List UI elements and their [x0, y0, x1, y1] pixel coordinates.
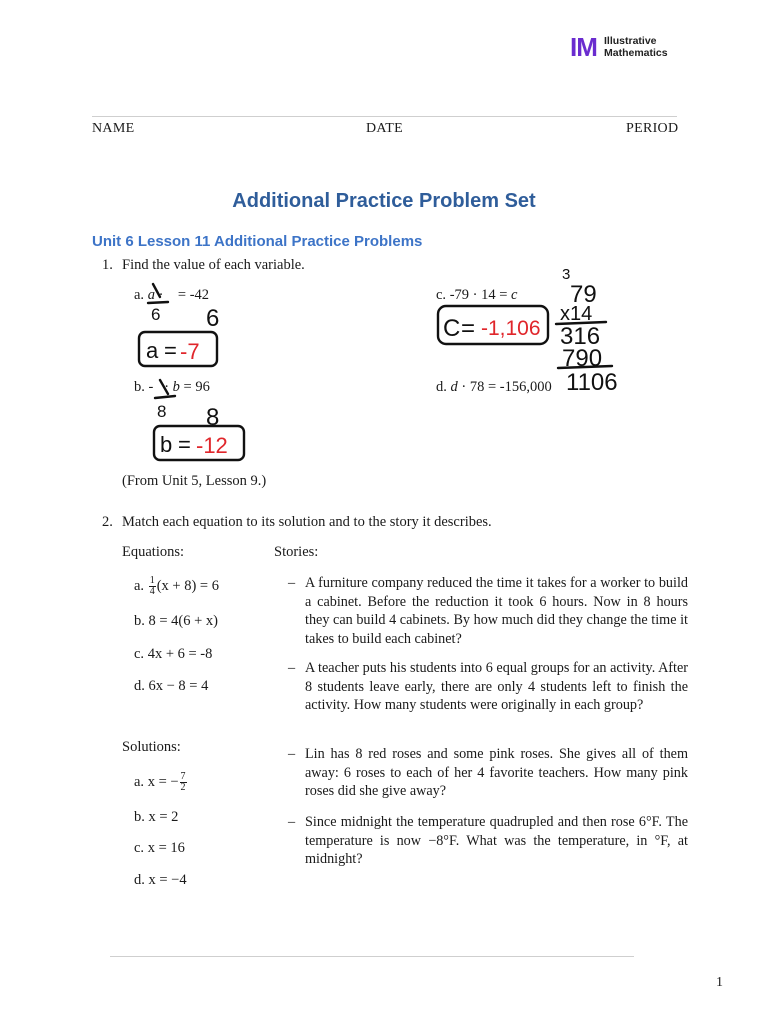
- handwriting-1b-answer: -12: [196, 433, 228, 458]
- equation-d-body: 6x − 8 = 4: [148, 678, 209, 694]
- equation-a-fraction: [149, 576, 156, 597]
- story-1: [288, 574, 688, 648]
- problem-1a-label: a.: [134, 287, 145, 303]
- equation-d-label: d.: [134, 678, 145, 694]
- handwriting-1c-carry: 3: [562, 266, 571, 283]
- im-logo-mark: IM: [570, 32, 597, 62]
- equation-a-numerator: 1: [149, 575, 155, 586]
- handwriting-1b-equals: =: [178, 432, 191, 457]
- problem-1c: [436, 286, 517, 305]
- handwriting-1a-equals: =: [164, 338, 177, 363]
- equation-d: [134, 677, 208, 696]
- story-2: [288, 659, 688, 715]
- equation-b-body: 8 = 4(6 + x): [148, 613, 219, 629]
- solution-b: [134, 808, 178, 827]
- footer-rule: [110, 956, 634, 957]
- solution-d: [134, 871, 187, 890]
- stories-heading: Stories:: [274, 544, 319, 560]
- handwriting-1c-line-2: x14: [560, 303, 593, 325]
- problem-1c-var: c: [511, 287, 518, 303]
- logo-line-2: Mathematics: [604, 47, 668, 59]
- solution-a-label: a.: [134, 773, 145, 790]
- problem-1a: a. a · = -42: [134, 287, 210, 303]
- solution-a-numerator: 7: [180, 771, 186, 782]
- page-number: 1: [716, 975, 723, 990]
- problem-1a-var: a: [147, 287, 155, 303]
- illustrative-mathematics-logo: [570, 32, 680, 66]
- solution-d-label: d.: [134, 872, 145, 888]
- equation-c: [134, 645, 212, 664]
- story-3-bullet: –: [288, 746, 296, 762]
- problem-1c-label: c.: [436, 287, 447, 303]
- solutions-heading: Solutions:: [122, 739, 181, 755]
- story-3: [288, 745, 688, 801]
- handwriting-1c-line-4: 790: [562, 345, 603, 372]
- handwriting-1a-divisor-right: 6: [206, 305, 220, 332]
- story-4-bullet: –: [288, 814, 296, 830]
- solution-c: [134, 839, 185, 858]
- problem-1b-equation: = 96: [179, 379, 210, 395]
- problem-1b-label: b.: [134, 379, 145, 395]
- handwriting-1a-divisor-left: 6: [151, 305, 161, 324]
- equation-b-label: b.: [134, 613, 145, 629]
- equation-a: [134, 576, 219, 597]
- header-rule-top: [92, 116, 677, 117]
- story-2-text: A teacher puts his students into 6 equal groups for an activity. After 8 students leave early, there are only 4 students left to finish the activity. How many students were originally in each group?: [305, 660, 688, 713]
- equation-a-denominator: 4: [149, 586, 155, 597]
- problem-1d-var: d: [450, 379, 458, 395]
- handwriting-1b-var: b: [160, 432, 173, 457]
- equation-a-body: (x + 8) = 6: [156, 577, 219, 594]
- handwriting-1b-divisor-right: 8: [206, 404, 220, 431]
- solution-a: [134, 772, 188, 793]
- problem-1d-equation: · 78 = -156,000: [457, 379, 552, 395]
- problem-2-number: 2.: [102, 514, 113, 530]
- solution-c-label: c.: [134, 840, 145, 856]
- solution-c-body: x = 16: [147, 840, 185, 856]
- period-label: PERIOD: [626, 121, 679, 136]
- problem-1c-expression: -79 · 14 =: [449, 287, 512, 303]
- handwriting-1a-var: a: [146, 338, 159, 363]
- problem-2-prompt: Match each equation to its solution and to the story it describes.: [122, 514, 492, 530]
- equations-heading: Equations:: [122, 544, 185, 560]
- handwriting-1a-answer: -7: [180, 339, 200, 364]
- problem-1-prompt: Find the value of each variable.: [122, 257, 305, 273]
- problem-1-number: 1.: [102, 257, 113, 273]
- page-title: Additional Practice Problem Set: [232, 190, 536, 212]
- lesson-subtitle: Unit 6 Lesson 11 Additional Practice Problems: [92, 233, 423, 250]
- solution-a-body: x = −: [147, 773, 179, 790]
- logo-wordmark: [604, 35, 668, 59]
- handwriting-1c-line-3: 316: [560, 323, 601, 350]
- equation-a-label: a.: [134, 577, 145, 594]
- solution-b-body: x = 2: [148, 809, 179, 825]
- date-label: DATE: [366, 121, 403, 136]
- handwriting-1c-answer: -1,106: [481, 317, 541, 340]
- problem-1d: [436, 378, 552, 397]
- solution-b-label: b.: [134, 809, 145, 825]
- handwriting-1b-answer-box: [154, 426, 244, 460]
- story-4: [288, 813, 688, 869]
- handwriting-1c-equals: =: [461, 315, 476, 342]
- handwriting-1b-divisor-left: 8: [157, 402, 167, 421]
- story-2-bullet: –: [288, 660, 296, 676]
- name-label: NAME: [92, 121, 135, 136]
- solution-d-body: x = −4: [148, 872, 187, 888]
- solution-a-denominator: 2: [180, 782, 186, 793]
- logo-line-1: Illustrative: [604, 35, 657, 47]
- problem-1d-label: d.: [436, 379, 447, 395]
- solution-a-fraction: [180, 772, 187, 793]
- handwriting-1c-rule-1: [556, 322, 606, 324]
- problem-1-source: (From Unit 5, Lesson 9.): [122, 473, 267, 489]
- handwriting-1c-line-5: 1106: [566, 369, 618, 396]
- problem-1a-equation: = -42: [174, 287, 210, 303]
- story-1-bullet: –: [288, 575, 296, 591]
- equation-b: [134, 612, 218, 631]
- handwriting-1c-var: C: [443, 315, 461, 342]
- story-4-text: Since midnight the temperature quadrupled and then rose 6°F. The temperature is now −8°F. What was the temperature, in °F, at midnight?: [305, 814, 688, 867]
- story-3-text: Lin has 8 red roses and some pink roses. She gives all of them away: 6 roses to each of her 4 favorite teachers. How many pink roses did she give away?: [305, 746, 688, 799]
- problem-1b-var: b: [172, 379, 180, 395]
- handwriting-1a-answer-box: [139, 332, 217, 366]
- problem-1b: b. - · b = 96: [134, 379, 210, 395]
- handwriting-1c-rule-2: [558, 366, 612, 368]
- equation-c-body: 4x + 6 = -8: [147, 646, 213, 662]
- story-1-text: A furniture company reduced the time it takes for a worker to build a cabinet. Before the reduction it took 6 hours. Now in 8 hours they can build 4 cabinets. By how much did they change the time it takes to build each cabinet?: [305, 575, 688, 647]
- handwriting-1c-answer-box: [438, 306, 548, 344]
- equation-c-label: c.: [134, 646, 145, 662]
- handwriting-1c-line-1: 79: [570, 281, 597, 308]
